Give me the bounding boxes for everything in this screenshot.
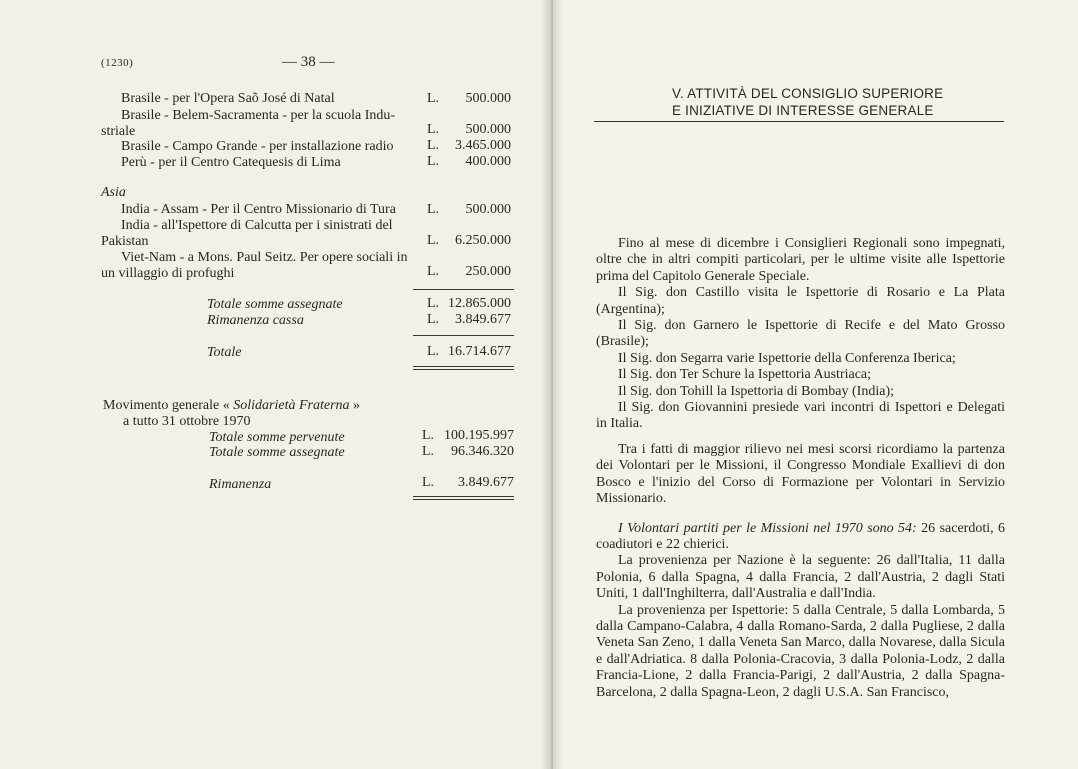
entry-currency: L. xyxy=(427,122,440,137)
grand-total-currency: L. xyxy=(427,344,440,359)
entry-amount: 6.250.000 xyxy=(455,233,511,248)
cash-balance-amount: 3.849.677 xyxy=(455,312,511,327)
total-assigned-2-currency: L. xyxy=(422,444,435,459)
visit-item: Il Sig. don Giovannini presiede vari incontri di Ispettori e Delegati in Italia. xyxy=(596,400,1005,432)
entry-amount: 500.000 xyxy=(465,91,511,106)
entry-currency: L. xyxy=(427,91,440,106)
double-rule xyxy=(413,366,514,367)
paragraph: La provenienza per Ispettorie: 5 dalla Centrale, 5 dalla Lombarda, 5 dalla Campano-Calabra, 4 dalla Romano-Sarda, 2 dalla Pugliese, 2 dalla Veneta San Zeno, 1 dalla Veneta San Marco, dalla Novarese, dalla Sicula e dall'Adriatica. 8 dalla Polonia-Cracovia, 3 dalla Polonia-Lodz, 2 dalla Francia-Lione, 2 dalla Francia-Parigi, 2 dall'Austria, 2 dalla Spagna-Barcelona, 2 dalla Spagna-Leon, 2 dagli U.S.A. San Francisco, xyxy=(596,602,1005,700)
visit-item: Il Sig. don Segarra varie Ispettorie della Conferenza Iberica; xyxy=(618,350,956,366)
entry-label: Brasile - Campo Grande - per installazione radio xyxy=(121,139,394,154)
entry-label: India - all'Ispettore di Calcutta per i sinistrati del xyxy=(121,218,393,233)
total-assigned-2-amount: 96.346.320 xyxy=(451,444,514,459)
section-heading-asia: Asia xyxy=(101,185,126,200)
entry-currency: L. xyxy=(427,233,440,248)
entry-amount: 3.465.000 xyxy=(455,138,511,153)
double-rule xyxy=(413,496,514,497)
paragraph: La provenienza per Nazione è la seguente: 26 dall'Italia, 11 dalla Polonia, 6 dalla Spagna, 4 dalla Francia, 2 dall'Austria, 2 dagli Stati Uniti, 1 dall'Inghilterra, dall'Australia e dall'India. xyxy=(596,553,1005,602)
section-title-line2: E INIZIATIVE DI INTERESSE GENERALE xyxy=(672,103,934,118)
entry-label: Brasile - per l'Opera Saõ José di Natal xyxy=(121,91,335,106)
remainder-label: Rimanenza xyxy=(209,477,272,492)
entry-label: India - Assam - Per il Centro Missionario di Tura xyxy=(121,202,396,217)
total-received-amount: 100.195.997 xyxy=(444,428,514,443)
visit-item: Il Sig. don Ter Schure la Ispettoria Austriaca; xyxy=(618,367,872,383)
header-document-number: (1230) xyxy=(101,57,134,69)
section-title-line1: V. ATTIVITÀ DEL CONSIGLIO SUPERIORE xyxy=(672,86,944,101)
paragraph: Tra i fatti di maggior rilievo nei mesi scorsi ricordiamo la partenza dei Volontari per le Missioni, il Congresso Mondiale Exallievi di don Bosco e l'inizio del Corso di Formazione per Volontari in Servizio Missionario. xyxy=(596,441,1005,507)
total-received-currency: L. xyxy=(422,428,435,443)
entry-amount: 400.000 xyxy=(465,154,511,169)
entry-amount: 500.000 xyxy=(465,202,511,217)
section-title-rule xyxy=(594,121,1004,122)
entry-currency: L. xyxy=(427,138,440,153)
entry-label: striale xyxy=(101,124,136,139)
movement-date: a tutto 31 ottobre 1970 xyxy=(123,414,251,429)
visit-item: Il Sig. don Tohill la Ispettoria di Bombay (India); xyxy=(618,383,895,399)
paragraph: Fino al mese di dicembre i Consiglieri Regionali sono impegnati, oltre che in altri compiti particolari, per le ultime visite alle Ispettorie prima del Capitolo Generale Speciale. xyxy=(596,236,1005,284)
double-rule xyxy=(413,499,514,500)
total-assigned-amount: 12.865.000 xyxy=(448,296,511,311)
movement-title: Movimento generale « Solidarietà Fraterna » xyxy=(103,398,361,413)
sum-rule xyxy=(413,335,514,336)
entry-label: Viet-Nam - a Mons. Paul Seitz. Per opere sociali in xyxy=(121,250,408,265)
entry-label: Perù - per il Centro Catequesis di Lima xyxy=(121,155,341,170)
book-gutter xyxy=(541,0,563,769)
total-assigned-2-label: Totale somme assegnate xyxy=(209,445,345,460)
cash-balance-label: Rimanenza cassa xyxy=(207,313,304,328)
sum-rule xyxy=(413,289,514,290)
visit-item: Il Sig. don Castillo visita le Ispettorie di Rosario e La Plata (Argentina); xyxy=(596,285,1005,317)
entry-label: un villaggio di profughi xyxy=(101,266,235,281)
total-received-label: Totale somme pervenute xyxy=(209,430,345,445)
entry-amount: 250.000 xyxy=(465,264,511,279)
header-page-number: — 38 — xyxy=(282,54,335,70)
entry-amount: 500.000 xyxy=(465,122,511,137)
entry-label: Brasile - Belem-Sacramenta - per la scuola Indu- xyxy=(121,108,396,123)
visit-item: Il Sig. don Garnero le Ispettorie di Recife e del Mato Grosso (Brasile); xyxy=(596,318,1005,350)
cash-balance-currency: L. xyxy=(427,312,440,327)
entry-label: Pakistan xyxy=(101,234,149,249)
remainder-amount: 3.849.677 xyxy=(458,475,514,490)
entry-currency: L. xyxy=(427,264,440,279)
entry-currency: L. xyxy=(427,202,440,217)
paragraph: I Volontari partiti per le Missioni nel 1970 sono 54: 26 sacerdoti, 6 coadiutori e 22 chierici. xyxy=(596,520,1006,552)
remainder-currency: L. xyxy=(422,475,435,490)
body-text xyxy=(596,236,1005,701)
grand-total-label: Totale xyxy=(207,345,242,360)
grand-total-amount: 16.714.677 xyxy=(448,344,511,359)
total-assigned-currency: L. xyxy=(427,296,440,311)
double-rule xyxy=(413,369,514,370)
total-assigned-label: Totale somme assegnate xyxy=(207,297,343,312)
entry-currency: L. xyxy=(427,154,440,169)
